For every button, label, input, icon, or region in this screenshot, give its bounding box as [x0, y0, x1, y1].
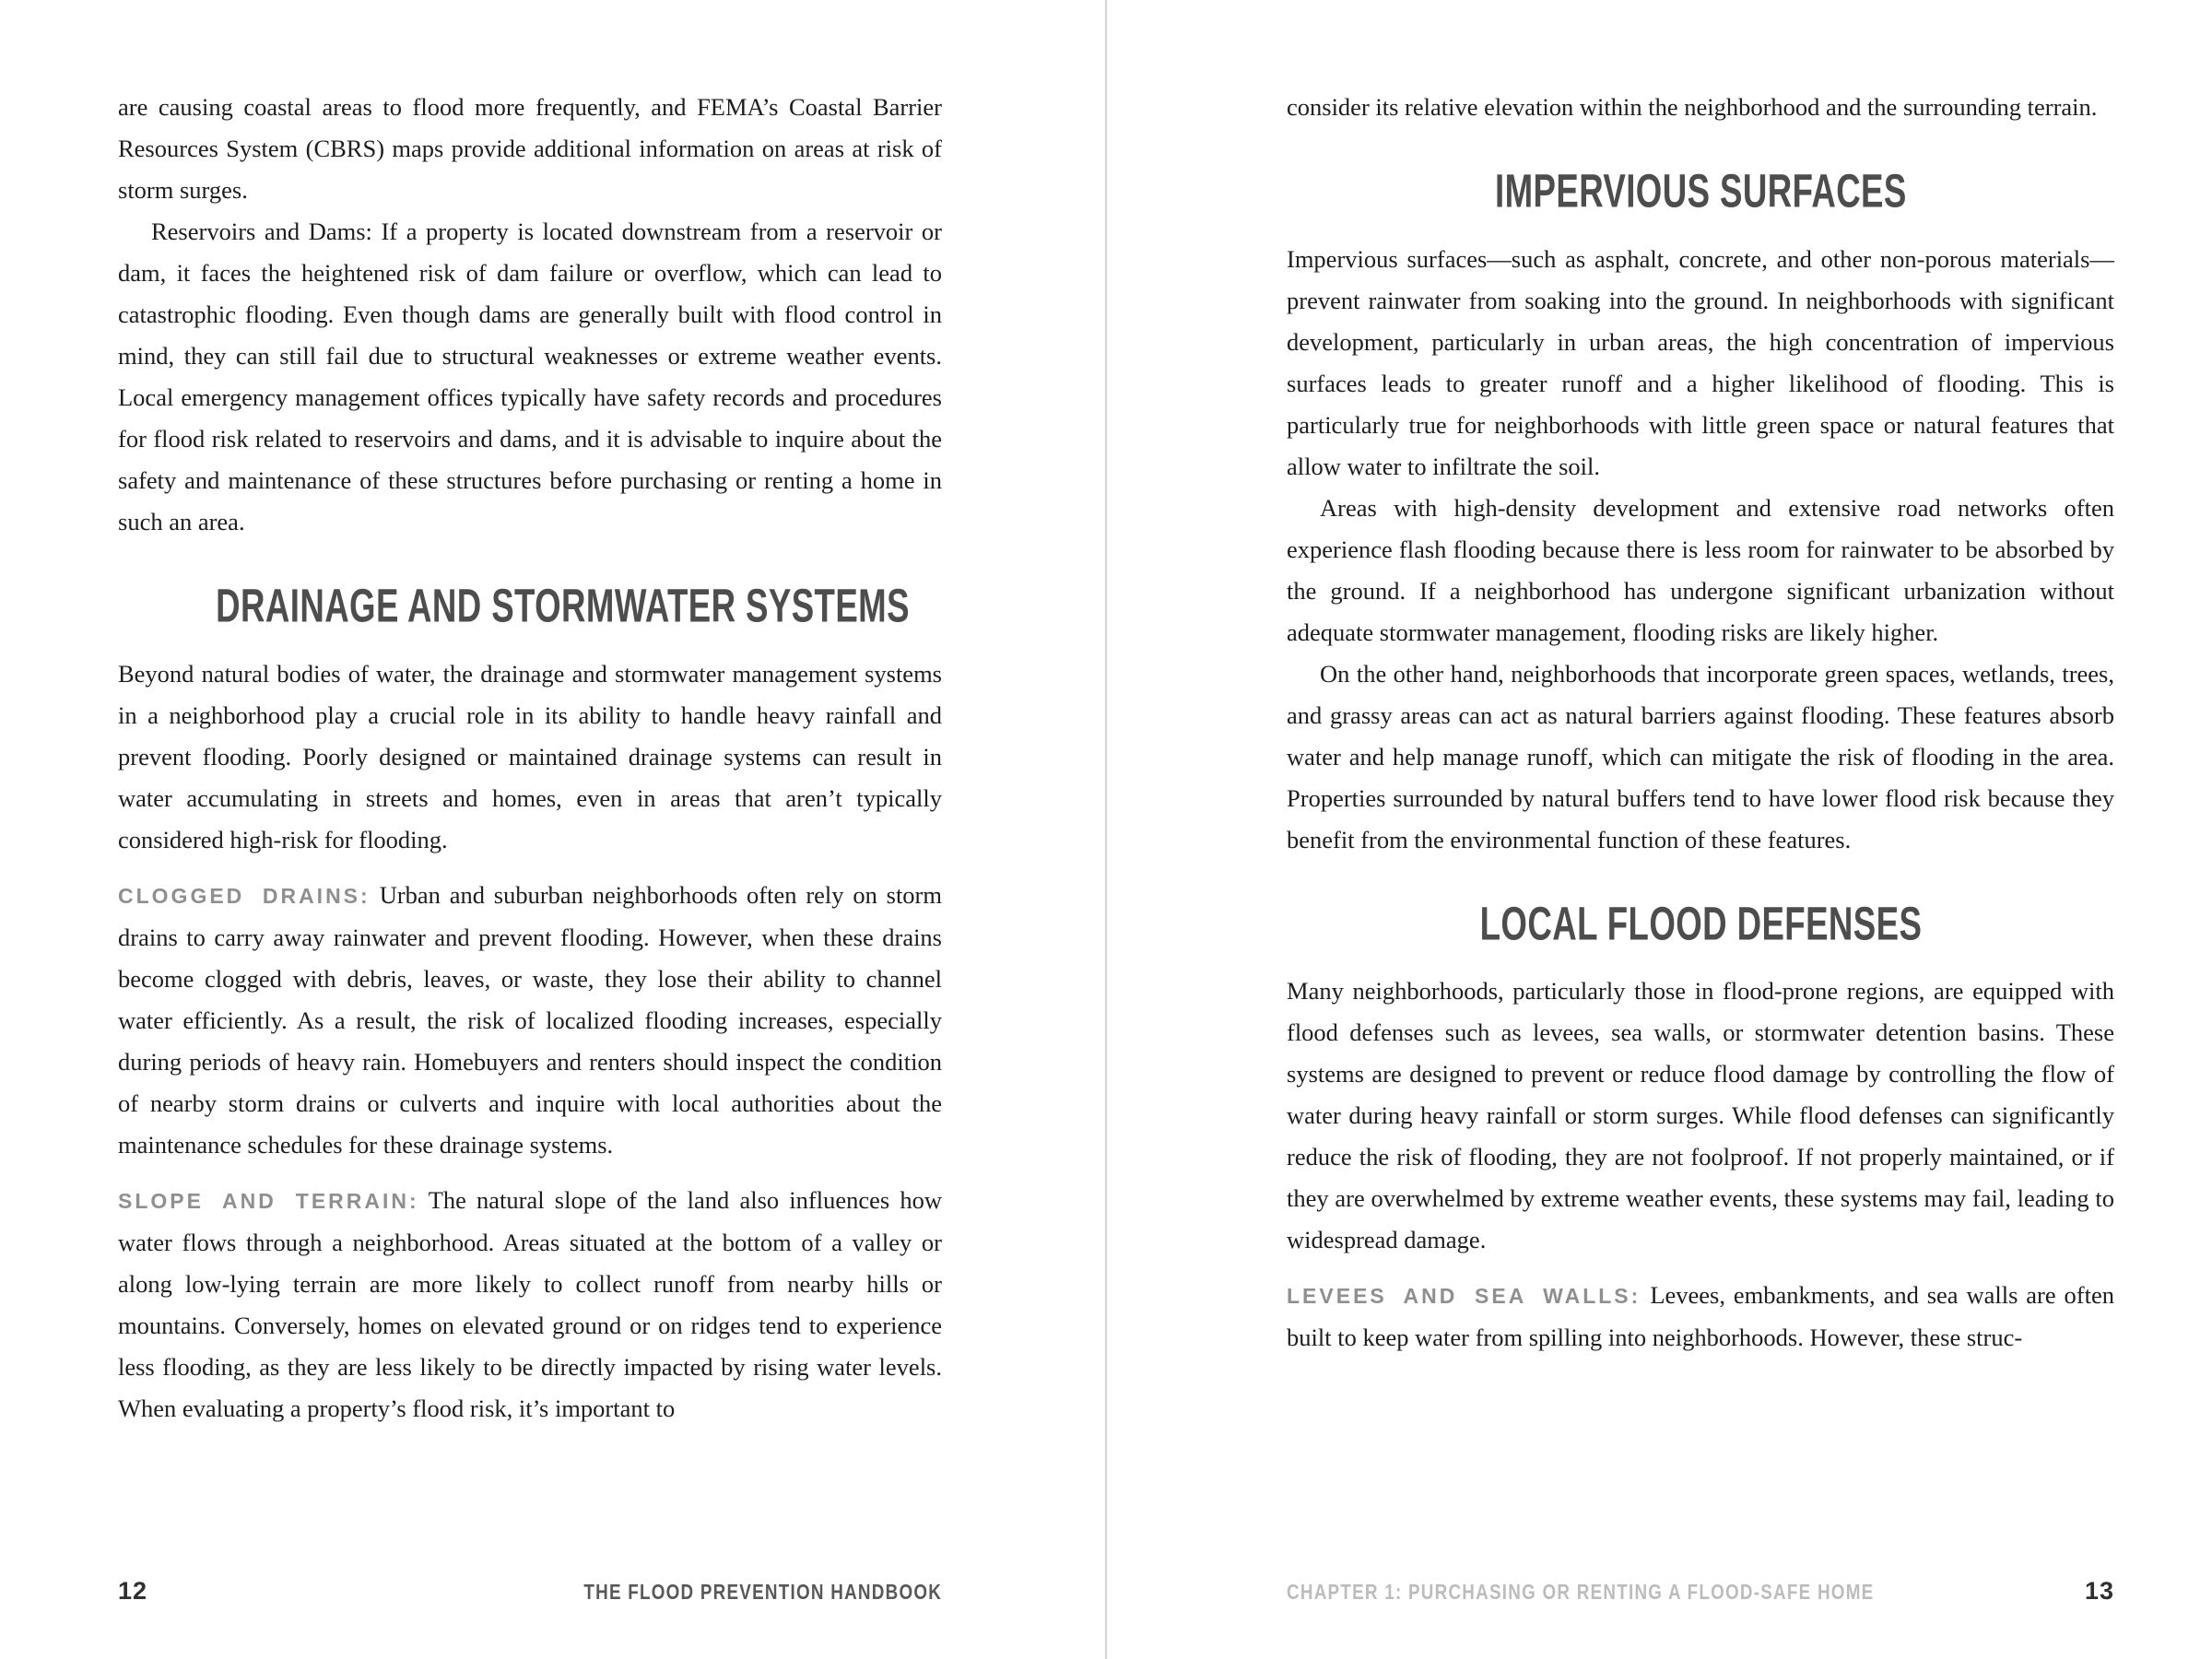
paragraph-defenses-intro: Many neighborhoods, particularly those in flood-prone regions, are equipped with flood defenses such as levees, sea walls, or stormwater detention basins. These systems are designed to prevent or reduce flood damage by controlling the flow of water during heavy rainfall or storm surges. While flood defenses can significantly reduce the risk of flooding, they are not foolproof. If not properly maintained, or if they are overwhelmed by extreme weather events, these systems may fail, leading to widespread damage.	[1287, 977, 2114, 1254]
running-head-book-title-text: THE FLOOD PREVENTION HANDBOOK	[583, 1580, 942, 1604]
section-heading-defenses-text: LOCAL FLOOD DEFENSES	[1479, 896, 1922, 949]
run-in-label-slope-terrain: SLOPE AND TERRAIN:	[118, 1188, 419, 1213]
paragraph-slope-and-terrain	[118, 1180, 942, 1430]
page-footer-left	[118, 1577, 942, 1606]
paragraph-high-density: Areas with high-density development and extensive road networks often experience flash flooding because there is less room for rainwater to be absorbed by the ground. If a neighborhood has undergone significant urbanization without adequate stormwater management, flooding risks are likely higher.	[1287, 493, 2114, 646]
page-right	[1106, 0, 2212, 1659]
page-number-right: 13	[2084, 1577, 2114, 1605]
paragraph-cbrs-continuation: are causing coastal areas to flood more frequently, and FEMA’s Coastal Barrier Resources System (CBRS) maps provide additional information on areas at risk of storm surges.	[118, 93, 942, 204]
paragraph-clogged-drains	[118, 875, 942, 1166]
running-head-chapter-title-text: CHAPTER 1: PURCHASING OR RENTING A FLOOD-SAFE HOME	[1287, 1580, 1875, 1604]
run-in-label-levees: LEVEES AND SEA WALLS:	[1287, 1284, 1641, 1309]
section-heading-defenses	[1287, 896, 2114, 949]
paragraph-impervious-intro: Impervious surfaces—such as asphalt, concrete, and other non-porous materials—prevent rainwater from soaking into the ground. In neighborhoods with significant development, particularly in urban areas, the high concentration of impervious surfaces leads to greater runoff and a higher likelihood of flooding. This is particularly true for neighborhoods with little green space or natural features that allow water to infiltrate the soil.	[1287, 244, 2114, 480]
run-in-text-levees: Levees, embankments, and sea walls are often built to keep water from spilling into neighborhoods. However, these struc-	[1287, 1281, 2114, 1352]
paragraph-levees-sea-walls	[1287, 1275, 2114, 1359]
run-in-label-clogged-drains: CLOGGED DRAINS:	[118, 883, 371, 908]
paragraph-elevation-continuation: consider its relative elevation within the neighborhood and the surrounding terrain.	[1287, 93, 2098, 121]
page-footer-right	[1287, 1577, 2114, 1606]
running-head-chapter-title	[1287, 1580, 2003, 1605]
section-heading-impervious	[1287, 163, 2114, 218]
running-head-book-title	[505, 1580, 942, 1605]
page-number-left: 12	[118, 1577, 148, 1605]
run-in-text-slope-terrain: The natural slope of the land also influences how water flows through a neighborhood. Areas situated at the bottom of a valley or along low-lying terrain are more likely to collect runoff from nearby hills or mountains. Conversely, homes on elevated ground or on ridges tend to experience less flooding, as they are less likely to be directly impacted by rising water levels. When evaluating a property’s flood risk, it’s important to	[118, 1185, 942, 1422]
paragraph-drainage-intro: Beyond natural bodies of water, the drainage and stormwater management systems in a neighborhood play a crucial role in its ability to handle heavy rainfall and prevent flooding. Poorly designed or maintained drainage systems can result in water accumulating in streets and homes, even in areas that aren’t typically considered high-risk for flooding.	[118, 659, 942, 853]
paragraph-green-spaces: On the other hand, neighborhoods that incorporate green spaces, wetlands, trees, and grassy areas can act as natural barriers against flooding. These features absorb water and help manage runoff, which can mitigate the risk of flooding in the area. Properties surrounded by natural buffers tend to have lower flood risk because they benefit from the environmental function of these features.	[1287, 659, 2114, 853]
section-heading-impervious-text: IMPERVIOUS SURFACES	[1494, 163, 1907, 218]
section-heading-drainage	[118, 578, 942, 632]
run-in-text-clogged-drains: Urban and suburban neighborhoods often rely on storm drains to carry away rainwater and prevent flooding. However, when these drains become clogged with debris, leaves, or waste, they lose their ability to channel water efficiently. As a result, the risk of localized flooding increases, especially during periods of heavy rain. Homebuyers and renters should inspect the condition of nearby storm drains or culverts and inquire with local authorities about the maintenance schedules for these drainage systems.	[118, 880, 942, 1159]
paragraph-reservoirs-and-dams: Reservoirs and Dams: If a property is located downstream from a reservoir or dam, it faces the heightened risk of dam failure or overflow, which can lead to catastrophic flooding. Even though dams are generally built with flood control in mind, they can still fail due to structural weaknesses or extreme weather events. Local emergency management offices typically have safety records and procedures for flood risk related to reservoirs and dams, and it is advisable to inquire about the safety and maintenance of these structures before purchasing or renting a home in such an area.	[118, 218, 942, 535]
section-heading-drainage-text: DRAINAGE AND STORMWATER SYSTEMS	[216, 578, 910, 632]
